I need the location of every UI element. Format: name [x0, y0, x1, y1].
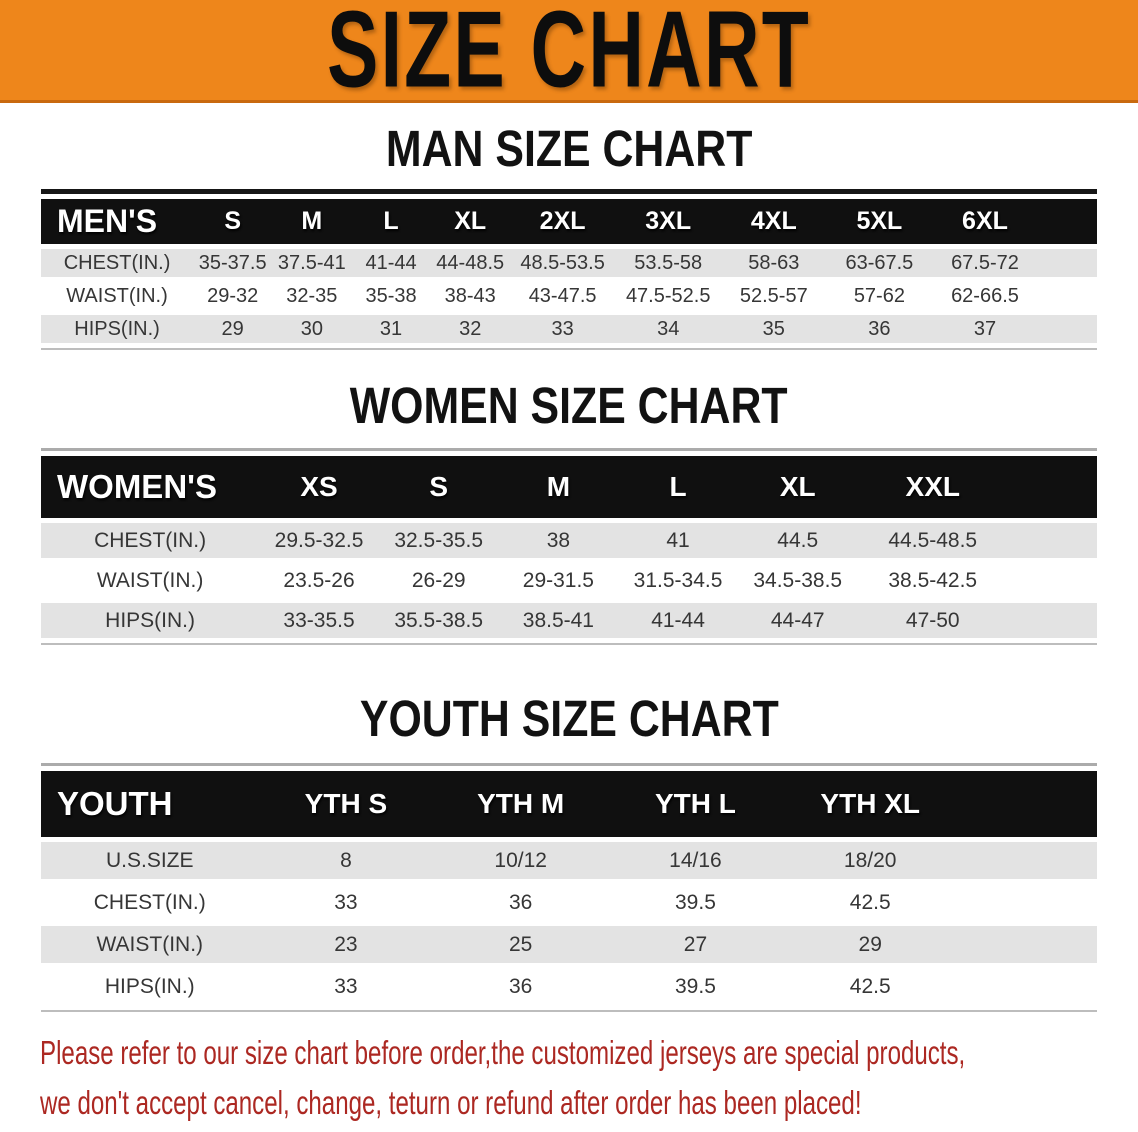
table-row — [41, 603, 1097, 638]
size-value: 36 — [433, 884, 608, 921]
filler-cell — [1008, 563, 1097, 598]
column-header: XS — [259, 456, 379, 518]
size-value: 52.5-57 — [721, 282, 827, 310]
size-value: 35-37.5 — [193, 249, 272, 277]
column-header: YTH M — [433, 771, 608, 837]
size-value: 29 — [193, 315, 272, 343]
column-header: YTH L — [608, 771, 783, 837]
row-label: HIPS(IN.) — [41, 603, 259, 638]
size-value: 58-63 — [721, 249, 827, 277]
size-value: 31 — [351, 315, 430, 343]
youth-section-title: YOUTH SIZE CHART — [359, 690, 779, 747]
size-value: 26-29 — [379, 563, 499, 598]
filler-cell — [958, 968, 1097, 1005]
size-value: 41-44 — [351, 249, 430, 277]
size-value: 33-35.5 — [259, 603, 379, 638]
size-value: 35-38 — [351, 282, 430, 310]
size-value: 34.5-38.5 — [738, 563, 858, 598]
column-header: 4XL — [721, 199, 827, 244]
size-value: 23 — [259, 926, 434, 963]
disclaimer-text — [40, 1028, 1138, 1128]
column-header: 5XL — [827, 199, 933, 244]
column-header: XXL — [858, 456, 1008, 518]
filler-cell — [958, 771, 1097, 837]
size-value: 44.5 — [738, 523, 858, 558]
size-value: 29.5-32.5 — [259, 523, 379, 558]
size-value: 18/20 — [783, 842, 958, 879]
filler-cell — [958, 842, 1097, 879]
divider — [41, 643, 1097, 645]
size-value: 34 — [615, 315, 721, 343]
filler-cell — [1038, 199, 1097, 244]
size-value: 39.5 — [608, 968, 783, 1005]
disclaimer-line-2: we don't accept cancel, change, teturn or refund after order has been placed! — [40, 1084, 862, 1121]
women-section-title: WOMEN SIZE CHART — [350, 377, 788, 434]
column-header: M — [499, 456, 619, 518]
size-value: 67.5-72 — [932, 249, 1038, 277]
size-value: 33 — [510, 315, 616, 343]
column-header: M — [272, 199, 351, 244]
youth-section — [0, 690, 1138, 1012]
size-value: 44-47 — [738, 603, 858, 638]
table-header-row — [41, 199, 1097, 244]
row-label: U.S.SIZE — [41, 842, 259, 879]
size-value: 8 — [259, 842, 434, 879]
size-value: 29 — [783, 926, 958, 963]
size-value: 30 — [272, 315, 351, 343]
size-value: 35 — [721, 315, 827, 343]
row-label: CHEST(IN.) — [41, 884, 259, 921]
size-value: 53.5-58 — [615, 249, 721, 277]
column-header: 3XL — [615, 199, 721, 244]
size-chart-banner — [0, 0, 1138, 111]
filler-cell — [958, 884, 1097, 921]
table-row — [41, 926, 1097, 963]
row-label: WAIST(IN.) — [41, 563, 259, 598]
size-value: 47-50 — [858, 603, 1008, 638]
size-value: 43-47.5 — [510, 282, 616, 310]
size-value: 33 — [259, 968, 434, 1005]
row-label: HIPS(IN.) — [41, 968, 259, 1005]
size-value: 39.5 — [608, 884, 783, 921]
size-value: 25 — [433, 926, 608, 963]
size-value: 31.5-34.5 — [618, 563, 738, 598]
table-header-row — [41, 456, 1097, 518]
size-value: 27 — [608, 926, 783, 963]
size-value: 37.5-41 — [272, 249, 351, 277]
size-value: 32 — [431, 315, 510, 343]
size-value: 38 — [499, 523, 619, 558]
table-title-cell: WOMEN'S — [41, 456, 259, 518]
size-value: 63-67.5 — [827, 249, 933, 277]
size-value: 41-44 — [618, 603, 738, 638]
column-header: L — [351, 199, 430, 244]
column-header: S — [379, 456, 499, 518]
row-label: CHEST(IN.) — [41, 523, 259, 558]
men-size-table — [41, 189, 1097, 350]
size-value: 14/16 — [608, 842, 783, 879]
size-value: 29-32 — [193, 282, 272, 310]
size-value: 32-35 — [272, 282, 351, 310]
filler-cell — [1038, 249, 1097, 277]
size-value: 44.5-48.5 — [858, 523, 1008, 558]
column-header: XL — [738, 456, 858, 518]
youth-size-table — [41, 763, 1097, 1012]
size-value: 38.5-41 — [499, 603, 619, 638]
women-size-table — [41, 448, 1097, 645]
filler-cell — [1008, 523, 1097, 558]
filler-cell — [1008, 456, 1097, 518]
table-title-cell: YOUTH — [41, 771, 259, 837]
filler-cell — [1038, 282, 1097, 310]
column-header: XL — [431, 199, 510, 244]
column-header: L — [618, 456, 738, 518]
filler-cell — [958, 926, 1097, 963]
table-header-row — [41, 771, 1097, 837]
filler-cell — [1038, 315, 1097, 343]
size-value: 37 — [932, 315, 1038, 343]
size-value: 57-62 — [827, 282, 933, 310]
men-section — [0, 120, 1138, 350]
row-label: CHEST(IN.) — [41, 249, 193, 277]
size-value: 38-43 — [431, 282, 510, 310]
filler-cell — [1008, 603, 1097, 638]
size-value: 36 — [827, 315, 933, 343]
divider — [41, 1010, 1097, 1012]
size-value: 36 — [433, 968, 608, 1005]
table-row — [41, 884, 1097, 921]
size-value: 38.5-42.5 — [858, 563, 1008, 598]
table-row — [41, 842, 1097, 879]
women-section — [0, 377, 1138, 645]
divider — [41, 348, 1097, 350]
table-title-cell: MEN'S — [41, 199, 193, 244]
table-row — [41, 249, 1097, 277]
column-header: S — [193, 199, 272, 244]
size-value: 23.5-26 — [259, 563, 379, 598]
size-value: 10/12 — [433, 842, 608, 879]
size-value: 48.5-53.5 — [510, 249, 616, 277]
column-header: YTH S — [259, 771, 434, 837]
size-value: 41 — [618, 523, 738, 558]
table-row — [41, 968, 1097, 1005]
column-header: YTH XL — [783, 771, 958, 837]
size-value: 62-66.5 — [932, 282, 1038, 310]
men-section-title: MAN SIZE CHART — [385, 120, 753, 177]
size-value: 35.5-38.5 — [379, 603, 499, 638]
size-value: 33 — [259, 884, 434, 921]
row-label: HIPS(IN.) — [41, 315, 193, 343]
disclaimer-line-1: Please refer to our size chart before order,the customized jerseys are special products, — [40, 1034, 966, 1071]
size-value: 29-31.5 — [499, 563, 619, 598]
row-label: WAIST(IN.) — [41, 926, 259, 963]
table-row — [41, 523, 1097, 558]
column-header: 2XL — [510, 199, 616, 244]
column-header: 6XL — [932, 199, 1038, 244]
size-value: 42.5 — [783, 884, 958, 921]
row-label: WAIST(IN.) — [41, 282, 193, 310]
table-row — [41, 315, 1097, 343]
banner-title: SIZE CHART — [327, 0, 811, 111]
size-value: 44-48.5 — [431, 249, 510, 277]
size-value: 32.5-35.5 — [379, 523, 499, 558]
table-row — [41, 563, 1097, 598]
table-row — [41, 282, 1097, 310]
size-value: 47.5-52.5 — [615, 282, 721, 310]
size-value: 42.5 — [783, 968, 958, 1005]
